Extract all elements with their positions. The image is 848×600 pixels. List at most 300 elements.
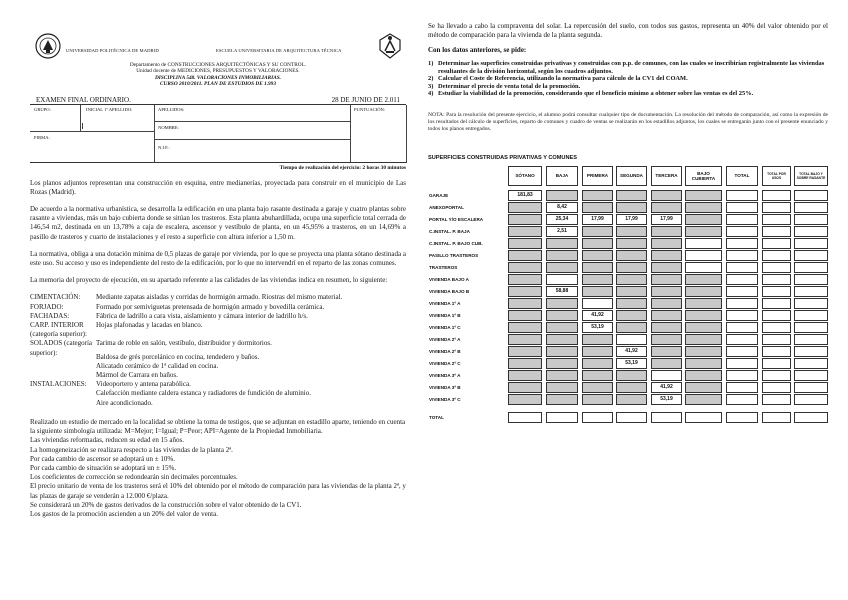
question-text: Calcular el Coste de Referencia, utilizando la normativa para cálculo de la CV1 del COAM. xyxy=(438,75,688,83)
form-divider xyxy=(80,105,81,131)
column-header: TOTAL POR USOS xyxy=(762,166,791,186)
table-cell xyxy=(685,382,722,393)
table-cell xyxy=(582,322,613,333)
total-cell xyxy=(651,412,682,423)
question-item xyxy=(428,90,828,98)
table-cell xyxy=(762,298,791,309)
quality-value xyxy=(96,380,406,408)
quality-key: SOLADOS (categoría superior): xyxy=(30,339,93,357)
table-cell xyxy=(762,274,791,285)
column-header: BAJA xyxy=(546,166,578,186)
quality-value xyxy=(96,339,406,361)
row-label: VIVIENDA 2º B xyxy=(429,348,461,354)
quality-value: Mediante zapatas aisladas y corridas de hormigón armado. Riostras del mismo material. xyxy=(96,293,343,302)
table-cell xyxy=(794,238,828,249)
table-cell xyxy=(582,394,613,405)
table-cell xyxy=(726,370,758,381)
time-limit: Tiempo de realización del ejercicio: 2 horas 30 minutos xyxy=(279,164,406,171)
table-cell xyxy=(726,226,758,237)
quality-line: Alicatado cerámico de 1ª calidad en cocina. xyxy=(96,361,219,370)
column-header: TOTAL BAJO Y SOBRE RASANTE xyxy=(794,166,828,186)
quality-row xyxy=(30,293,406,302)
form-divider xyxy=(154,105,155,163)
table-cell xyxy=(651,346,682,357)
table-cell xyxy=(616,286,647,297)
table-cell xyxy=(685,274,722,285)
table-cell xyxy=(508,286,542,297)
table-cell xyxy=(546,310,578,321)
quality-line: Videoportero y antena parabólica. xyxy=(96,380,191,389)
table-cell xyxy=(508,262,542,273)
table-cell xyxy=(508,226,542,237)
row-label: VIVIENDA 1º A xyxy=(429,300,461,306)
questions-heading: Con los datos anteriores, se pide: xyxy=(428,46,527,54)
table-cell xyxy=(794,226,828,237)
table-cell xyxy=(582,382,613,393)
table-cell xyxy=(582,358,613,369)
table-cell xyxy=(582,262,613,273)
study-line: La homogeneización se realizara respecto a las viviendas de la planta 2ª. xyxy=(30,445,233,454)
total-cell xyxy=(726,412,758,423)
puntuacion-label: PUNTUACIÓN: xyxy=(354,106,386,112)
table-cell xyxy=(762,358,791,369)
table-cell xyxy=(685,298,722,309)
table-cell xyxy=(508,370,542,381)
cell-value: 17,99 xyxy=(625,216,638,223)
table-cell xyxy=(582,310,613,321)
table-cell xyxy=(726,274,758,285)
table-cell xyxy=(508,358,542,369)
inicial-label: INICIAL 1º APELLIDO: xyxy=(86,106,133,112)
cell-value: 181,83 xyxy=(517,192,533,199)
table-cell xyxy=(651,238,682,249)
study-line: Los gastos de la promoción ascienden a un 20% del valor de venta. xyxy=(30,509,218,518)
table-cell xyxy=(651,310,682,321)
school-name: ESCUELA UNIVERSITARIA DE ARQUITECTURA TÉCNICA xyxy=(216,48,342,53)
total-cell xyxy=(616,412,647,423)
paragraph-location: Los planos adjuntos representan una construcción en esquina, entre medianerías, proyectada para construir en el municipio de Las Rozas (Madrid). xyxy=(30,178,406,196)
question-text: Determinar el precio de venta total de la promoción. xyxy=(438,82,581,90)
column-header: PRIMERA xyxy=(582,166,613,186)
table-cell xyxy=(794,370,828,381)
quality-value: Formado por semiviguetas pretensada de hormigón armado y bovedilla cerámica. xyxy=(96,302,325,311)
cell-value: 8,42 xyxy=(557,204,567,211)
cell-value: 58,88 xyxy=(555,288,569,295)
total-cell xyxy=(685,412,722,423)
table-cell xyxy=(508,202,542,213)
table-cell xyxy=(651,262,682,273)
table-cell xyxy=(651,250,682,261)
table-cell xyxy=(546,202,578,213)
qualities-list xyxy=(30,293,406,407)
quality-row xyxy=(30,321,406,339)
table-cell xyxy=(651,334,682,345)
table-cell xyxy=(794,250,828,261)
form-rule xyxy=(30,131,154,132)
table-cell xyxy=(726,322,758,333)
table-cell xyxy=(794,394,828,405)
table-cell xyxy=(762,214,791,225)
table-cell xyxy=(546,214,578,225)
grupo-label: GRUPO: xyxy=(34,106,51,112)
apellidos-label: APELLIDOS: xyxy=(158,106,185,112)
firma-label: FIRMA: xyxy=(34,134,50,140)
table-cell xyxy=(616,394,647,405)
table-cell xyxy=(651,226,682,237)
row-label: VIVIENDA 3º B xyxy=(429,384,461,390)
table-cell xyxy=(546,334,578,345)
column-header: SÓTANO xyxy=(508,166,542,186)
question-number: 3) xyxy=(428,82,434,90)
table-cell xyxy=(616,214,647,225)
table-cell xyxy=(546,250,578,261)
table-cell xyxy=(762,250,791,261)
cell-value: 17,99 xyxy=(660,216,673,223)
table-cell xyxy=(794,262,828,273)
table-cell xyxy=(546,346,578,357)
department-block xyxy=(30,62,406,88)
table-cell xyxy=(616,346,647,357)
form-rule xyxy=(154,121,350,122)
quality-value xyxy=(96,362,406,380)
table-cell xyxy=(546,298,578,309)
paragraph-building: De acuerdo a la normativa urbanística, se desarrolla la edificación en una planta bajo rasante destinada a garaje y cuatro plantas sobre rasante a viviendas, más un bajo cubierta donde se sitúan los trasteros. Esta planta abuhardillada, ocupa una superficie total cerrada de 146,54 m2, destinada en un 13,78% a caja de escalera, ascensor y vestíbulo de planta, en un 45,95% a trasteros, en un 14,69% a pasillo de trasteros y cuarto de instalaciones y el resto a superficie con altura inferior a 1,50 m. xyxy=(30,205,406,241)
table-cell xyxy=(616,202,647,213)
table-cell xyxy=(546,382,578,393)
form-rule xyxy=(154,139,350,140)
student-form xyxy=(30,105,406,163)
table-cell xyxy=(651,202,682,213)
table-cell xyxy=(508,238,542,249)
table-cell xyxy=(794,346,828,357)
table-cell xyxy=(582,370,613,381)
exam-questions xyxy=(428,22,828,430)
table-cell xyxy=(685,346,722,357)
quality-key: INSTALACIONES: xyxy=(30,380,87,389)
table-cell xyxy=(762,346,791,357)
table-cell xyxy=(582,346,613,357)
table-cell xyxy=(762,226,791,237)
table-cell xyxy=(762,262,791,273)
subject-line: DISCIPLINA 548. VALORACIONES INMOBILIARIAS. xyxy=(154,74,282,81)
question-number: 1) xyxy=(428,60,434,67)
table-cell xyxy=(685,322,722,333)
market-study xyxy=(30,418,406,519)
table-cell xyxy=(794,298,828,309)
table-cell xyxy=(508,334,542,345)
column-header: TOTAL xyxy=(726,166,758,186)
table-cell xyxy=(582,250,613,261)
table-cell xyxy=(651,370,682,381)
table-cell xyxy=(616,250,647,261)
statement-body xyxy=(30,179,406,520)
table-cell xyxy=(651,394,682,405)
cell-value: 25,34 xyxy=(555,216,569,223)
cell-value: 53,19 xyxy=(660,396,673,403)
table-cell xyxy=(685,358,722,369)
table-cell xyxy=(546,358,578,369)
table-cell xyxy=(582,202,613,213)
university-name: UNIVERSIDAD POLITÉCNICA DE MADRID xyxy=(66,48,159,53)
table-cell xyxy=(651,298,682,309)
table-cell xyxy=(651,382,682,393)
table-cell xyxy=(508,250,542,261)
table-cell xyxy=(651,286,682,297)
table-cell xyxy=(794,286,828,297)
table-cell xyxy=(508,322,542,333)
table-cell xyxy=(582,226,613,237)
table-cell xyxy=(546,274,578,285)
table-cell xyxy=(726,250,758,261)
question-text: Determinar las superficies construidas privativas y construidas con p.p. de comunes, con las cuales se inscribirían registralmente las viviendas resultantes de la división horizontal, según los cuadros adjuntos. xyxy=(438,60,825,75)
table-cell xyxy=(616,238,647,249)
table-cell xyxy=(762,370,791,381)
row-label: PORTAL Y/O ESCALERA xyxy=(429,216,484,222)
row-label: VIVIENDA BAJO B xyxy=(429,288,470,294)
institution-header xyxy=(30,30,406,60)
table-cell xyxy=(794,274,828,285)
study-line: Realizado un estudio de mercado en la localidad se obtiene la toma de testigos, que se adjuntan en estadillo aparte, teniendo en cuenta la siguiente simbología utilizada: M=Mejor; I=Igual; P=Peor; API=Agente de la Propiedad Inmobiliaria. xyxy=(30,417,406,436)
row-label: GARAJE xyxy=(429,192,449,198)
table-cell xyxy=(726,190,758,201)
table-cell xyxy=(582,274,613,285)
quality-line: Mármol de Carrara en baños. xyxy=(96,371,178,380)
quality-key xyxy=(30,362,96,380)
cell-value: 17,99 xyxy=(591,216,604,223)
table-cell xyxy=(794,310,828,321)
total-cell xyxy=(762,412,791,423)
question-item xyxy=(428,83,828,91)
row-label: VIVIENDA 1º B xyxy=(429,312,461,318)
table-cell xyxy=(726,262,758,273)
table-cell xyxy=(616,226,647,237)
table-cell xyxy=(651,358,682,369)
table-cell xyxy=(546,238,578,249)
table-cell xyxy=(616,358,647,369)
table-cell xyxy=(582,214,613,225)
study-line: Por cada cambio de ascensor se adoptará un ± 10%. xyxy=(30,454,175,463)
quality-row xyxy=(30,312,406,321)
table-title: SUPERFICIES CONSTRUIDAS PRIVATIVAS Y COMUNES xyxy=(428,154,577,161)
table-cell xyxy=(762,322,791,333)
table-cell xyxy=(794,382,828,393)
paragraph-memoria: La memoria del proyecto de ejecución, en su apartado referente a las calidades de las viviendas indica en resumen, lo siguiente: xyxy=(30,276,388,285)
nombre-label: NOMBRE: xyxy=(158,124,179,130)
study-line: El precio unitario de venta de los trasteros será el 10% del obtenido por el método de comparación para las viviendas de la planta 2ª, y las plazas de garaje se venderán a 12.000 €/plaza. xyxy=(30,482,406,500)
table-cell xyxy=(616,370,647,381)
cell-value: 41,92 xyxy=(625,348,638,355)
table-cell xyxy=(685,202,722,213)
table-cell xyxy=(762,394,791,405)
study-line: Los coeficientes de corrección se redondearán sin decimales porcentuales. xyxy=(30,473,238,482)
table-cell xyxy=(685,214,722,225)
school-crest-icon xyxy=(376,32,404,60)
row-label: TRASTEROS xyxy=(429,264,458,270)
column-header: SEGUNDA xyxy=(616,166,647,186)
exam-date: 28 DE JUNIO DE 2.011 xyxy=(331,95,400,104)
total-cell xyxy=(794,412,828,423)
table-cell xyxy=(794,322,828,333)
table-cell xyxy=(508,274,542,285)
table-cell xyxy=(582,286,613,297)
table-cell xyxy=(546,394,578,405)
table-cell xyxy=(508,394,542,405)
question-text: Estudiar la viabilidad de la promoción, considerando que el beneficio mínimo a obtener sobre las ventas es del 25%. xyxy=(438,90,754,98)
quality-key: FORJADO: xyxy=(30,302,64,311)
question-item xyxy=(428,60,828,75)
table-cell xyxy=(651,322,682,333)
table-cell xyxy=(726,334,758,345)
table-cell xyxy=(685,226,722,237)
table-cell xyxy=(685,190,722,201)
cell-value: 2,51 xyxy=(557,228,567,235)
table-cell xyxy=(651,190,682,201)
table-cell xyxy=(582,238,613,249)
quality-value: Fábrica de ladrillo a cara vista, aislamiento y cámara interior de ladrillo h/s. xyxy=(96,311,308,320)
table-cell xyxy=(794,334,828,345)
surface-table xyxy=(428,166,828,430)
questions-list xyxy=(428,60,828,98)
question-number: 2) xyxy=(428,75,434,83)
table-cell xyxy=(616,334,647,345)
quality-line: Calefacción mediante caldera estanca y radiadores de fundición de aluminio. xyxy=(96,389,311,398)
table-cell xyxy=(508,214,542,225)
row-label: VIVIENDA 3º A xyxy=(429,372,461,378)
quality-line: Tarima de roble en salón, vestíbulo, distribuidor y dormitorios. xyxy=(96,339,272,348)
quality-row xyxy=(30,303,406,312)
table-cell xyxy=(508,190,542,201)
table-cell xyxy=(726,286,758,297)
table-cell xyxy=(616,262,647,273)
cell-value: 41,92 xyxy=(591,312,604,319)
exam-statement xyxy=(30,30,406,519)
row-label: VIVIENDA BAJO A xyxy=(429,276,469,282)
table-cell xyxy=(582,298,613,309)
table-cell xyxy=(726,358,758,369)
table-cell xyxy=(546,190,578,201)
quality-row xyxy=(30,380,406,408)
form-border xyxy=(406,105,407,163)
table-cell xyxy=(616,274,647,285)
form-tick xyxy=(82,123,83,129)
table-cell xyxy=(582,190,613,201)
table-cell xyxy=(726,346,758,357)
table-cell xyxy=(762,238,791,249)
cell-value: 53,19 xyxy=(625,360,638,367)
table-cell xyxy=(726,394,758,405)
table-cell xyxy=(685,238,722,249)
column-header: BAJO CUBIERTA xyxy=(685,166,722,186)
question-item xyxy=(428,75,828,83)
form-divider xyxy=(350,105,351,163)
table-cell xyxy=(546,262,578,273)
table-cell xyxy=(794,214,828,225)
row-label: VIVIENDA 1º C xyxy=(429,324,461,330)
table-cell xyxy=(762,382,791,393)
quality-row xyxy=(30,362,406,380)
quality-value: Hojas plafonadas y lacadas en blanco. xyxy=(96,321,203,330)
exam-title-row xyxy=(30,96,406,105)
total-cell xyxy=(508,412,542,423)
table-cell xyxy=(651,274,682,285)
table-cell xyxy=(726,238,758,249)
table-cell xyxy=(616,298,647,309)
row-label: PASILLO TRASTEROS xyxy=(429,252,479,258)
question-number: 4) xyxy=(428,90,434,98)
quality-line: Aire acondicionado. xyxy=(96,398,153,407)
table-cell xyxy=(685,250,722,261)
table-cell xyxy=(546,226,578,237)
exam-title: EXAMEN FINAL ORDINARIO. xyxy=(36,95,131,104)
table-cell xyxy=(546,370,578,381)
total-cell xyxy=(546,412,578,423)
table-cell xyxy=(685,394,722,405)
table-cell xyxy=(685,370,722,381)
nif-label: N.I.F.: xyxy=(158,144,170,150)
table-cell xyxy=(762,190,791,201)
table-cell xyxy=(616,190,647,201)
study-line: Por cada cambio de situación se adoptará un ± 15%. xyxy=(30,463,177,472)
note-paragraph: NOTA: Para la resolución del presente ejercicio, el alumno podrá consultar cualquier tipo de documentación. La resolución del método de comparación, así como la expresión de los resultados del cálculo de superficies, reparto de comunes y cuadro de ventas se realizarán en los estadillos adjuntos, los cuales se entregarán junto con el presente enunciado y todos los planos entregados. xyxy=(428,111,828,132)
row-label: VIVIENDA 3º C xyxy=(429,396,461,402)
quality-key: FACHADAS: xyxy=(30,311,70,320)
land-paragraph: Se ha llevado a cabo la compraventa del solar. La repercusión del suelo, con todos sus gastos, representa un 40% del valor obtenido por el método de comparación para la vivienda de la planta segunda. xyxy=(428,22,828,39)
department-line: Departamento de CONSTRUCCIONES ARQUITECTÓNICAS Y SU CONTROL. xyxy=(129,62,307,68)
column-header: TERCERA xyxy=(651,166,682,186)
table-cell xyxy=(508,382,542,393)
table-cell xyxy=(762,286,791,297)
table-cell xyxy=(546,322,578,333)
table-cell xyxy=(651,214,682,225)
cell-value: 41,92 xyxy=(660,384,673,391)
table-cell xyxy=(794,202,828,213)
university-crest-icon xyxy=(34,32,62,60)
table-cell xyxy=(762,334,791,345)
table-cell xyxy=(726,382,758,393)
table-cell xyxy=(616,382,647,393)
row-label: ANEXOPORTAL xyxy=(429,204,464,210)
row-label: C.INSTAL. P. BAJO CUB. xyxy=(429,240,483,246)
total-cell xyxy=(582,412,613,423)
table-cell xyxy=(726,310,758,321)
table-cell xyxy=(508,310,542,321)
table-cell xyxy=(685,334,722,345)
table-cell xyxy=(616,322,647,333)
unit-line: Unidad docente de MEDICIONES, PRESUPUESTOS Y VALORACIONES. xyxy=(136,68,300,75)
paragraph-parking: La normativa, obliga a una dotación mínima de 0,5 plazas de garaje por vivienda, por lo que se proyecta una planta sótano destinada a este uso. Su acceso y uso es independiente del resto de la edificación, por lo que no intervendrí en el reparto de las zonas comunes. xyxy=(30,249,406,268)
study-line: Las viviendas reformadas, reducen su edad en 15 años. xyxy=(30,436,184,445)
quality-row xyxy=(30,339,406,361)
row-label: C.INSTAL. P. BAJA xyxy=(429,228,470,234)
table-cell xyxy=(508,346,542,357)
total-row-label: TOTAL xyxy=(429,414,444,420)
table-cell xyxy=(726,214,758,225)
quality-key: CIMENTACIÓN: xyxy=(30,293,81,302)
quality-key: CARP. INTERIOR (categoría superior): xyxy=(30,321,87,339)
table-cell xyxy=(546,286,578,297)
table-cell xyxy=(582,334,613,345)
row-label: VIVIENDA 2º C xyxy=(429,360,461,366)
table-cell xyxy=(726,202,758,213)
row-label: VIVIENDA 2º A xyxy=(429,336,461,342)
table-cell xyxy=(794,358,828,369)
course-line: CURSO 2010/2011. PLAN DE ESTUDIOS DE 1.993 xyxy=(160,81,276,88)
table-cell xyxy=(685,286,722,297)
table-cell xyxy=(616,310,647,321)
table-cell xyxy=(685,310,722,321)
cell-value: 53,19 xyxy=(591,324,604,331)
table-cell xyxy=(726,298,758,309)
